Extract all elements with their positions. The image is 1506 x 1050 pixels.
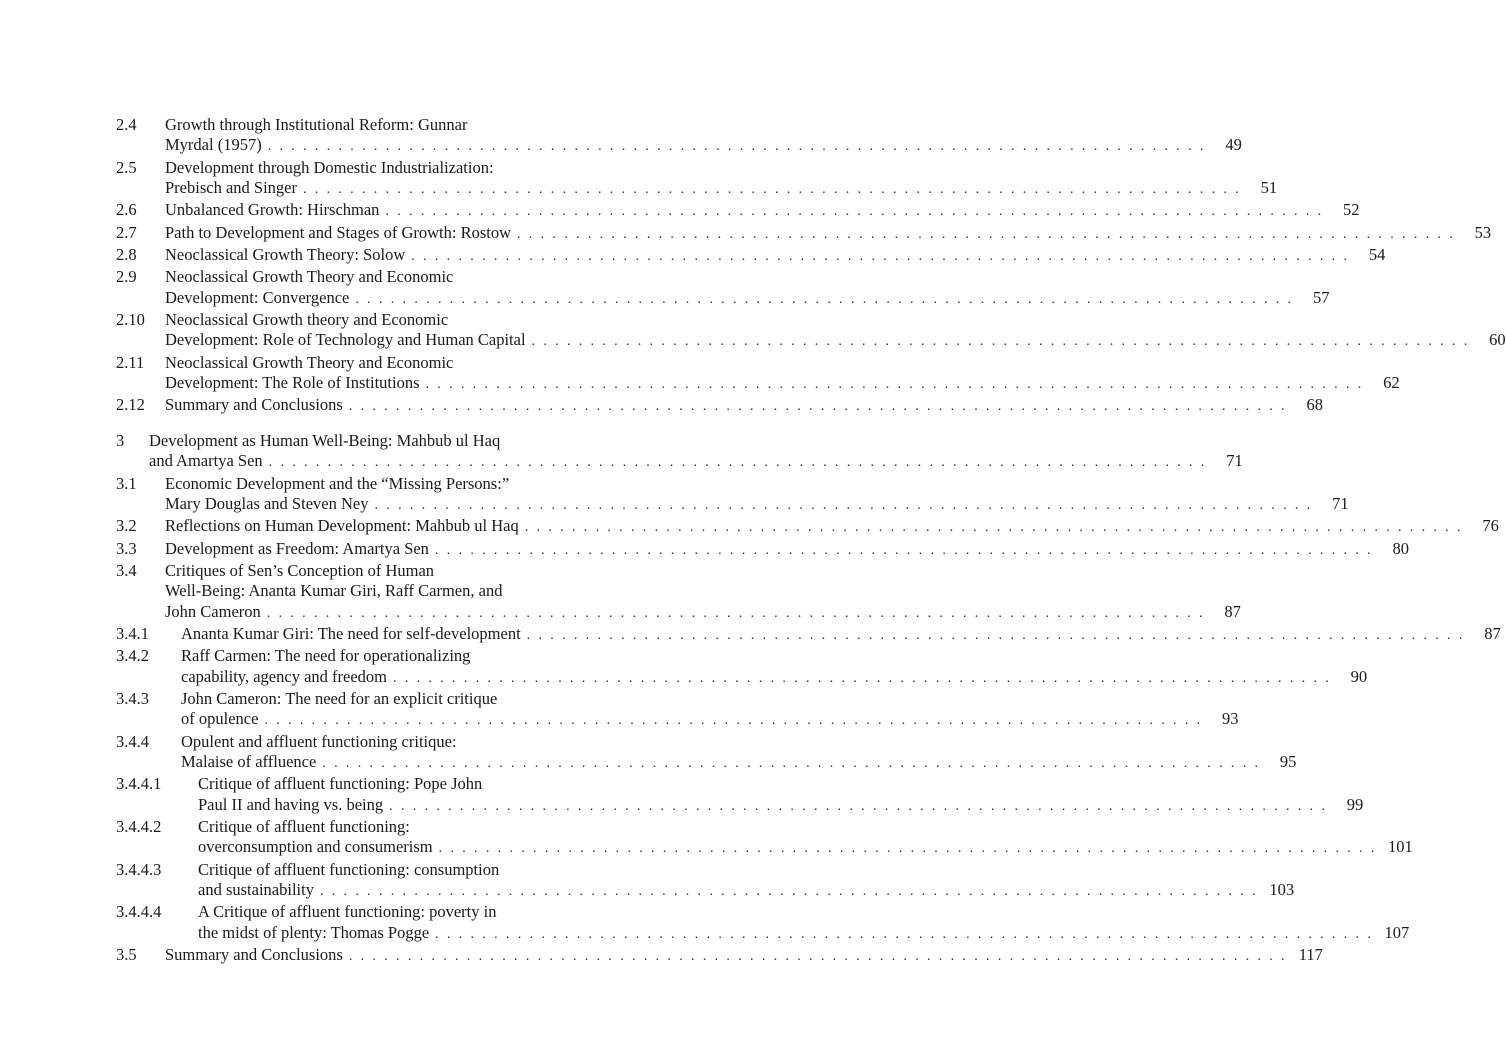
dot-leader: . . . . . . . . . . . . . . . . . . . . . . . . . . . . . . . . . . . . . . . . . . . . . . . . . . . . . . . . . . . . . . . . . . . . . . . . . . . . . . . . [319,884,1259,900]
toc-entry-number: 2.6 [116,200,137,220]
toc-entry-number: 3.4.4.4 [116,902,162,922]
toc-entry-title-line: and sustainability [198,880,314,900]
toc-entry-title-line: Critique of affluent functioning: [198,817,410,836]
toc-entry[interactable] [0,538,1410,561]
toc-entry-number: 3.4.4.2 [116,817,162,836]
toc-entry-title-line: Development as Freedom: Amartya Sen [165,538,429,558]
dot-leader: . . . . . . . . . . . . . . . . . . . . . . . . . . . . . . . . . . . . . . . . . . . . . . . . . . . . . . . . . . . . . . . . . . . . . . . . . . . . . . . . [531,334,1470,350]
toc-entry-title-line: Neoclassical Growth Theory: Solow [165,245,406,265]
toc-entry[interactable] [0,859,1295,903]
dot-leader: . . . . . . . . . . . . . . . . . . . . . . . . . . . . . . . . . . . . . . . . . . . . . . . . . . . . . . . . . . . . . . . . . . . . . . . . . . . . . . . . [264,713,1203,729]
toc-entry[interactable] [0,245,1386,267]
toc-entry-page-number: 87 [1224,601,1241,621]
toc-entry-number: 3 [116,430,125,450]
toc-entry-title-line: Mary Douglas and Steven Ney [165,493,369,513]
toc-entry-page-number: 51 [1260,178,1278,198]
toc-entry-title-line: of opulence [181,709,259,729]
toc-entry-title-line: Critique of affluent functioning: consumption [198,859,500,879]
toc-entry-page-number: 53 [1474,222,1492,242]
toc-entry-page-number: 87 [1484,623,1501,643]
toc-entry[interactable] [0,310,1506,353]
dot-leader: . . . . . . . . . . . . . . . . . . . . . . . . . . . . . . . . . . . . . . . . . . . . . . . . . . . . . . . . . . . . . . . . . . . . . . . . . . . . . . . . [389,798,1328,814]
dot-leader: . . . . . . . . . . . . . . . . . . . . . . . . . . . . . . . . . . . . . . . . . . . . . . . . . . . . . . . . . . . . . . . . . . . . . . . . . . . . . . . . [425,377,1364,393]
toc-entry-page-number: 54 [1368,245,1386,265]
toc-entry-title-line: Critiques of Sen’s Conception of Human [165,560,435,580]
dot-leader: . . . . . . . . . . . . . . . . . . . . . . . . . . . . . . . . . . . . . . . . . . . . . . . . . . . . . . . . . . . . . . . . . . . . . . . . . . . . . . . . [374,497,1313,513]
toc-entry[interactable] [0,222,1492,245]
toc-entry-number: 3.4.4.3 [116,859,162,879]
toc-entry-title-line: capability, agency and freedom [181,666,388,686]
toc-entry-number: 3.1 [116,473,137,493]
toc-entry-title-line: Reflections on Human Development: Mahbub ul Haq [165,516,519,536]
toc-entry-number: 2.11 [116,352,145,372]
toc-entry-title-line: Economic Development and the “Missing Persons:” [165,473,510,493]
toc-entry-title-line: Malaise of affluence [181,751,317,771]
toc-entry-page-number: 68 [1306,395,1323,415]
toc-entry[interactable] [0,945,1323,967]
toc-entry-title-line: overconsumption and consumerism [198,837,433,857]
toc-entry-page-number: 90 [1350,666,1368,686]
toc-entry-number: 3.4.4 [116,731,149,751]
toc-entry[interactable] [0,731,1297,775]
toc-entry-number: 2.8 [116,245,137,265]
toc-entry-number: 2.4 [116,115,137,134]
toc-entry[interactable] [0,774,1364,817]
toc-entry[interactable] [0,817,1413,860]
toc-entry-title-line: Neoclassical Growth theory and Economic [165,310,449,330]
dot-leader: . . . . . . . . . . . . . . . . . . . . . . . . . . . . . . . . . . . . . . . . . . . . . . . . . . . . . . . . . . . . . . . . . . . . . . . . . . . . . . . . [526,627,1465,643]
toc-entry-title-line: John Cameron: The need for an explicit critique [181,688,498,708]
toc-entry-page-number: 107 [1384,922,1410,942]
toc-entry-title-line: Summary and Conclusions [165,395,343,415]
toc-entry-page-number: 99 [1346,794,1364,814]
toc-entry-title-line: Critique of affluent functioning: Pope John [198,774,483,794]
toc-entry-title-line: Ananta Kumar Giri: The need for self-development [181,623,521,643]
toc-entry-number: 3.4.2 [116,646,149,666]
dot-leader: . . . . . . . . . . . . . . . . . . . . . . . . . . . . . . . . . . . . . . . . . . . . . . . . . . . . . . . . . . . . . . . . . . . . . . . . . . . . . . . . [524,520,1463,536]
toc-entry-title-line: Paul II and having vs. being [198,794,384,814]
dot-leader: . . . . . . . . . . . . . . . . . . . . . . . . . . . . . . . . . . . . . . . . . . . . . . . . . . . . . . . . . . . . . . . . . . . . . . . . . . . . . . . . [435,926,1374,942]
toc-entry-number: 3.4.3 [116,688,149,708]
toc-entry-title-line: Summary and Conclusions [165,945,343,965]
toc-entry[interactable] [0,560,1241,624]
toc-entry-title-line: Neoclassical Growth Theory and Economic [165,267,454,287]
toc-entry-page-number: 49 [1225,135,1242,155]
toc-entry[interactable] [0,395,1323,417]
toc-entry-page-number: 62 [1383,373,1400,393]
toc-entry[interactable] [0,430,1243,474]
toc-entry-page-number: 71 [1332,493,1349,513]
toc-entry[interactable] [0,200,1360,222]
toc-entry[interactable] [0,115,1242,158]
toc-entry-title-line: John Cameron [165,601,261,621]
toc-entry-number: 3.2 [116,516,137,536]
toc-entry-page-number: 52 [1343,200,1360,220]
dot-leader: . . . . . . . . . . . . . . . . . . . . . . . . . . . . . . . . . . . . . . . . . . . . . . . . . . . . . . . . . . . . . . . . . . . . . . . . . . . . . . . . [302,182,1242,198]
dot-leader: . . . . . . . . . . . . . . . . . . . . . . . . . . . . . . . . . . . . . . . . . . . . . . . . . . . . . . . . . . . . . . . . . . . . . . . . . . . . . . . . [348,399,1287,415]
toc-entry[interactable] [0,646,1368,689]
toc-entry-page-number: 93 [1222,709,1239,729]
toc-entry[interactable] [0,267,1330,310]
toc-entry[interactable] [0,623,1501,646]
toc-entry-title-line: Growth through Institutional Reform: Gunnar [165,115,468,134]
dot-leader: . . . . . . . . . . . . . . . . . . . . . . . . . . . . . . . . . . . . . . . . . . . . . . . . . . . . . . . . . . . . . . . . . . . . . . . . . . . . . . . . [434,542,1374,558]
toc-entry-title-line: A Critique of affluent functioning: poverty in [198,902,497,922]
toc-entry-number: 2.10 [116,310,145,330]
dot-leader: . . . . . . . . . . . . . . . . . . . . . . . . . . . . . . . . . . . . . . . . . . . . . . . . . . . . . . . . . . . . . . . . . . . . . . . . . . . . . . . . [517,226,1456,242]
toc-entry-number: 3.4.4.1 [116,774,162,794]
dot-leader: . . . . . . . . . . . . . . . . . . . . . . . . . . . . . . . . . . . . . . . . . . . . . . . . . . . . . . . . . . . . . . . . . . . . . . . . . . . . . . . . [393,670,1332,686]
dot-leader: . . . . . . . . . . . . . . . . . . . . . . . . . . . . . . . . . . . . . . . . . . . . . . . . . . . . . . . . . . . . . . . . . . . . . . . . . . . . . . . . [411,249,1350,265]
toc-entry-title-line: Myrdal (1957) [165,135,262,155]
toc-entry-title-line: the midst of plenty: Thomas Pogge [198,922,430,942]
toc-entry[interactable] [0,473,1349,517]
toc-entry-title-line: Opulent and affluent functioning critique: [181,731,457,751]
toc-entry-title-line: Development: Role of Technology and Human Capital [165,330,526,350]
toc-entry-title-line: Development as Human Well-Being: Mahbub ul Haq [149,430,501,450]
dot-leader: . . . . . . . . . . . . . . . . . . . . . . . . . . . . . . . . . . . . . . . . . . . . . . . . . . . . . . . . . . . . . . . . . . . . . . . . . . . . . . . . [266,605,1205,621]
dot-leader: . . . . . . . . . . . . . . . . . . . . . . . . . . . . . . . . . . . . . . . . . . . . . . . . . . . . . . . . . . . . . . . . . . . . . . . . . . . . . . . . [355,291,1294,307]
toc-entry-number: 3.5 [116,945,137,965]
toc-entry-page-number: 101 [1388,837,1413,857]
toc-entry-number: 3.4 [116,560,137,580]
dot-leader: . . . . . . . . . . . . . . . . . . . . . . . . . . . . . . . . . . . . . . . . . . . . . . . . . . . . . . . . . . . . . . . . . . . . . . . . . . . . . . . . [267,139,1206,155]
toc-entry-number: 2.5 [116,157,137,177]
dot-leader: . . . . . . . . . . . . . . . . . . . . . . . . . . . . . . . . . . . . . . . . . . . . . . . . . . . . . . . . . . . . . . . . . . . . . . . . . . . . . . . . [268,455,1207,471]
toc-entry-number: 2.9 [116,267,137,287]
toc-entry-title-line: Path to Development and Stages of Growth: Rostow [165,222,512,242]
toc-entry-title-line: Development: The Role of Institutions [165,373,420,393]
toc-entry-title-line: Prebisch and Singer [165,178,297,198]
toc-entry-page-number: 80 [1392,538,1410,558]
toc-entry-number: 2.7 [116,222,137,242]
toc-entry-title-line: Unbalanced Growth: Hirschman [165,200,380,220]
toc-entry-number: 2.12 [116,395,145,415]
toc-entry-page-number: 57 [1312,287,1330,307]
toc-entry-page-number: 95 [1279,751,1297,771]
dot-leader: . . . . . . . . . . . . . . . . . . . . . . . . . . . . . . . . . . . . . . . . . . . . . . . . . . . . . . . . . . . . . . . . . . . . . . . . . . . . . . . . [322,755,1261,771]
toc-entry-page-number: 117 [1298,945,1323,965]
toc-entry-page-number: 60 [1489,330,1506,350]
toc-entry-page-number: 71 [1226,451,1243,471]
toc-entry-number: 3.3 [116,538,137,558]
dot-leader: . . . . . . . . . . . . . . . . . . . . . . . . . . . . . . . . . . . . . . . . . . . . . . . . . . . . . . . . . . . . . . . . . . . . . . . . . . . . . . . . [438,841,1377,857]
toc-entry-title-line: Development: Convergence [165,287,350,307]
toc-entry-title-line: Well-Being: Ananta Kumar Giri, Raff Carmen, and [165,581,503,601]
dot-leader: . . . . . . . . . . . . . . . . . . . . . . . . . . . . . . . . . . . . . . . . . . . . . . . . . . . . . . . . . . . . . . . . . . . . . . . . . . . . . . . . [385,204,1324,220]
toc-entry-number: 3.4.1 [116,623,149,643]
table-of-contents [0,115,1506,967]
toc-entry-page-number: 76 [1482,516,1499,536]
dot-leader: . . . . . . . . . . . . . . . . . . . . . . . . . . . . . . . . . . . . . . . . . . . . . . . . . . . . . . . . . . . . . . . . . . . . . . . . . . . . . . . . [348,949,1287,965]
toc-entry-title-line: Raff Carmen: The need for operationalizing [181,646,471,666]
toc-entry-page-number: 103 [1269,880,1295,900]
toc-entry[interactable] [0,157,1278,201]
toc-entry[interactable] [0,516,1499,538]
toc-entry-title-line: and Amartya Sen [149,451,263,471]
toc-entry-title-line: Development through Domestic Industrialization: [165,157,494,177]
toc-entry[interactable] [0,688,1239,732]
toc-entry[interactable] [0,352,1400,396]
toc-entry-title-line: Neoclassical Growth Theory and Economic [165,352,454,372]
toc-entry[interactable] [0,902,1410,945]
